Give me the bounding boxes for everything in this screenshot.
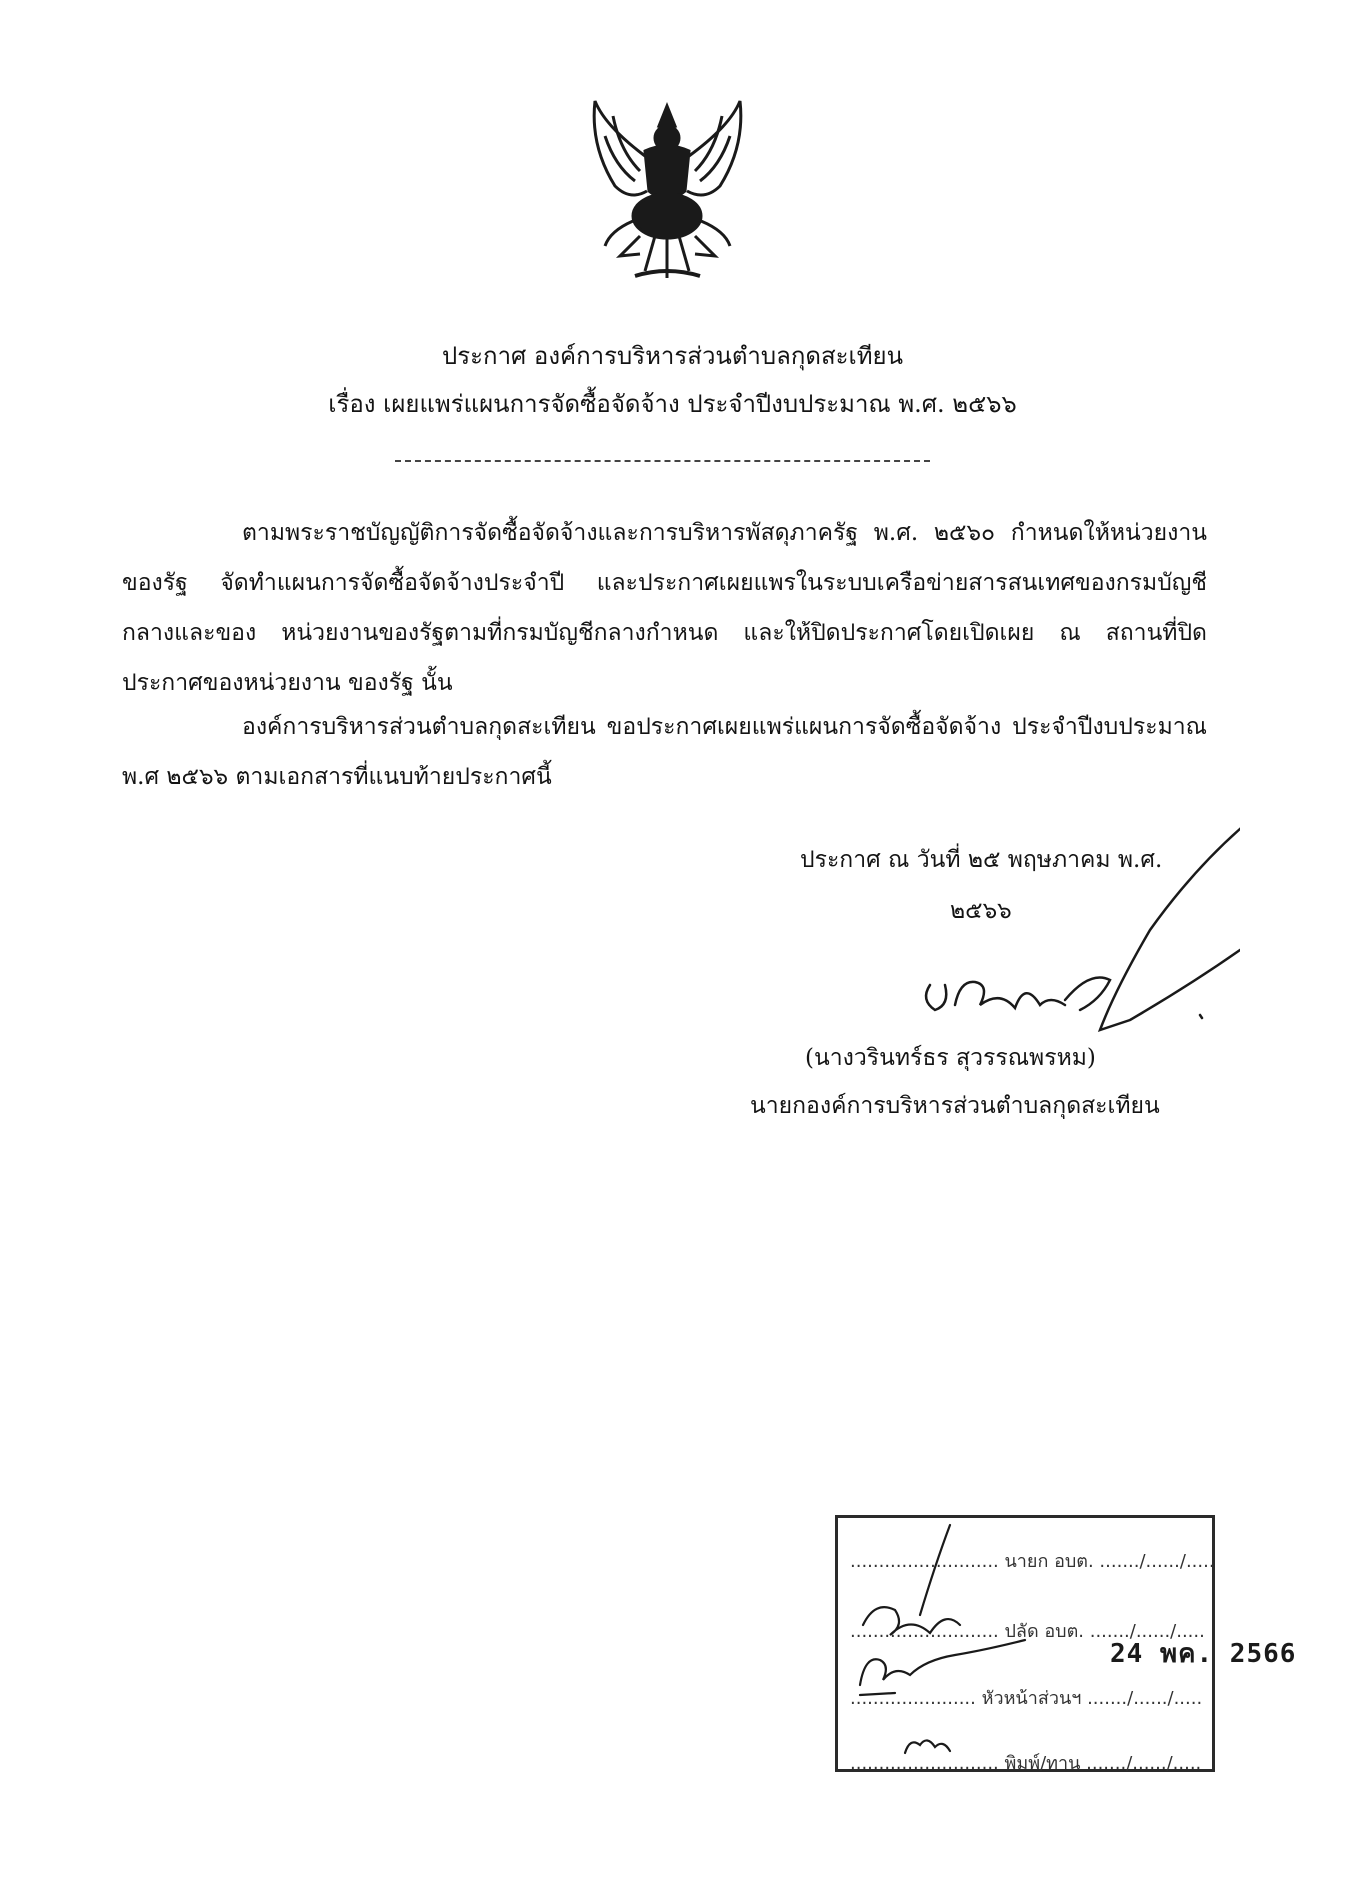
signature-mark bbox=[900, 800, 1240, 1040]
divider bbox=[395, 460, 930, 462]
stamp-row-typist: .......................... พิมพ์/ทาน ......./....../..... bbox=[850, 1753, 1202, 1774]
body-paragraph-2: องค์การบริหารส่วนตำบลกุดสะเทียน ขอประกาศเผยแพร่แผนการจัดซื้อจัดจ้าง ประจำปีงบประมาณ พ.ศ ๒๕๖๖ ตามเอกสารที่แนบท้ายประกาศนี้ bbox=[122, 714, 1207, 790]
stamp-row-mayor: .......................... นายก อบต. ......./....../..... bbox=[850, 1551, 1215, 1572]
signatory-name: (นางวรินทร์ธร สุวรรณพรหม) bbox=[805, 1045, 1096, 1071]
announcement-date: ประกาศ ณ วันที่ ๒๕ พฤษภาคม พ.ศ. bbox=[800, 847, 1163, 873]
announcement-subject: เรื่อง เผยแพร่แผนการจัดซื้อจัดจ้าง ประจำปีงบประมาณ พ.ศ. ๒๕๖๖ bbox=[328, 390, 1017, 418]
received-date-stamp: 24 พค. 2566 bbox=[1110, 1639, 1297, 1669]
stamp-row-head: ...................... หัวหน้าส่วนฯ ......./....../..... bbox=[850, 1688, 1203, 1709]
announcement-year: ๒๕๖๖ bbox=[950, 898, 1012, 924]
announcement-title: ประกาศ องค์การบริหารส่วนตำบลกุดสะเทียน bbox=[442, 342, 903, 370]
body-paragraph-1: ตามพระราชบัญญัติการจัดซื้อจัดจ้างและการบริหารพัสดุภาครัฐ พ.ศ. ๒๕๖๐ กำหนดให้หน่วยงานของรัฐ จัดทำแผนการจัดซื้อจัดจ้างประจำปี และประกาศเผยแพรในระบบเครือข่ายสารสนเทศของกรมบัญชีกลางและของ หน่วยงานของรัฐตามที่กรมบัญชีกลางกำหนด และให้ปิดประกาศโดยเปิดเผย ณ สถานที่ปิดประกาศของหน่วยงาน ของรัฐ นั้น bbox=[122, 520, 1207, 696]
signatory-position: นายกองค์การบริหารส่วนตำบลกุดสะเทียน bbox=[750, 1093, 1160, 1119]
stamp-row-clerk: .......................... ปลัด อบต. ......./....../..... bbox=[850, 1621, 1205, 1642]
garuda-emblem bbox=[585, 96, 750, 286]
